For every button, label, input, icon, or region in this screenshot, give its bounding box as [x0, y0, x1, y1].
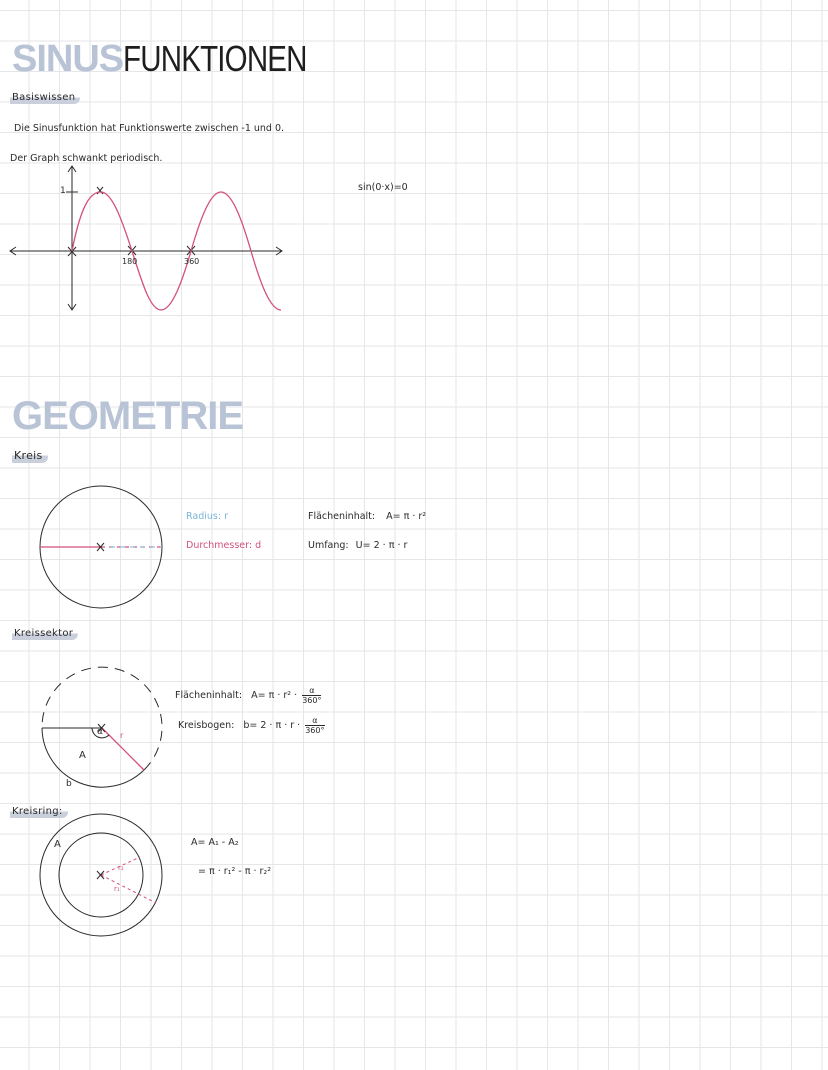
kreis-flaeche-label: Flächeninhalt: — [308, 511, 376, 522]
sektor-bogen-label: Kreisbogen: — [178, 720, 235, 731]
sektor-bogen-frac-num: α — [305, 716, 324, 726]
x-tick-label-180: 180 — [122, 257, 138, 266]
sektor-flaeche-frac-den: 360° — [302, 696, 322, 705]
kreis-flaeche — [308, 511, 426, 522]
sektor-bogen-fraction — [305, 716, 324, 735]
sektor-flaeche-formula: A= π · r² · — [251, 690, 298, 701]
x-tick-label-360: 360 — [184, 257, 200, 266]
ring-center — [97, 871, 104, 879]
section-kreissektor: Kreissektor — [12, 628, 78, 640]
sektor-alpha: α — [97, 727, 103, 737]
kreis-umfang — [308, 540, 407, 551]
radius-label: Radius: r — [186, 511, 228, 522]
sinus-formula: sin(0·x)=0 — [358, 182, 408, 193]
sinus-line2: Der Graph schwankt periodisch. — [10, 153, 163, 164]
ring-formula-2: = π · r₁² - π · r₂² — [198, 866, 272, 877]
sinus-line1: Die Sinusfunktion hat Funktionswerte zwischen -1 und 0. — [14, 123, 285, 134]
kreis-drawing — [40, 486, 162, 608]
kreis-umfang-label: Umfang: — [308, 540, 349, 551]
sektor-bogen — [178, 716, 325, 735]
sektor-flaeche-fraction — [302, 686, 321, 705]
sinus-title-part2: FUNKTIONEN — [123, 38, 307, 79]
sektor-r: r — [120, 731, 124, 740]
section-kreisring: Kreisring: — [10, 806, 68, 818]
ring-r1-line — [101, 875, 156, 903]
sinus-title-part1: SINUS — [12, 38, 124, 80]
ring-r1: r₁ — [114, 885, 120, 893]
sektor-flaeche-label: Flächeninhalt: — [175, 690, 243, 701]
ring-formula-1: A= A₁ - A₂ — [191, 837, 239, 848]
durchmesser-label: Durchmesser: d — [186, 540, 262, 551]
sektor-bogen-frac-den: 360° — [305, 726, 325, 735]
sektor-flaeche-frac-num: α — [302, 686, 321, 696]
ring-r2: r₂ — [118, 864, 124, 872]
sektor-A: A — [79, 750, 86, 761]
geometrie-title: GEOMETRIE — [12, 394, 244, 438]
sektor-bogen-formula: b= 2 · π · r · — [243, 720, 301, 731]
sektor-b: b — [66, 779, 72, 789]
kreisring-drawing — [40, 814, 162, 936]
kreis-flaeche-formula: A= π · r² — [386, 511, 427, 522]
kreis-umfang-formula: U= 2 · π · r — [355, 540, 408, 551]
sektor-arc-dashed — [42, 667, 162, 770]
y-tick-label: 1 — [60, 186, 66, 196]
sine-graph — [10, 166, 282, 310]
sektor-arc-solid — [42, 728, 144, 787]
sektor-flaeche — [175, 686, 321, 705]
section-kreis: Kreis — [12, 449, 48, 463]
section-basiswissen: Basiswissen — [10, 92, 80, 104]
ring-A: A — [54, 839, 61, 850]
